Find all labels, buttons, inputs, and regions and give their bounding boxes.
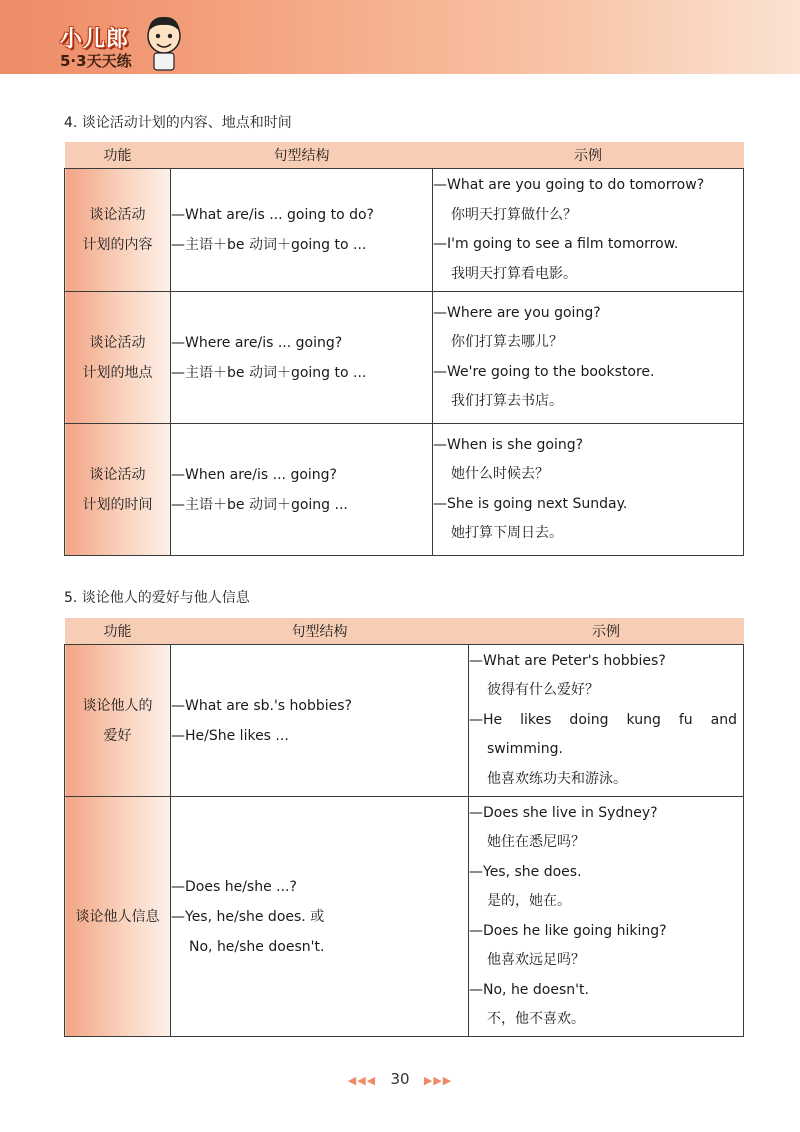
section-5-title: 5. 谈论他人的爱好与他人信息 — [64, 590, 250, 606]
example-cell: —Does she live in Sydney? 她住在悉尼吗？ —Yes, she does. 是的，她在。 —Does he like going hiking? 他喜欢远足吗？ —No, he doesn't. 不，他不喜欢。 — [469, 797, 744, 1037]
function-cell: 谈论活动 计划的地点 — [65, 292, 171, 424]
brand-logo: 小儿郎 — [60, 27, 130, 52]
header-example: 示例 — [469, 618, 744, 645]
table-row — [65, 424, 744, 556]
table-header-row — [65, 618, 744, 645]
example-cell: —What are Peter's hobbies? 彼得有什么爱好？ —He likes doing kung fu and swimming. 他喜欢练功夫和游泳。 — [469, 645, 744, 797]
pattern-cell: —Where are/is ... going? —主语＋be 动词＋going to ... — [171, 292, 433, 424]
header-pattern: 句型结构 — [171, 618, 469, 645]
function-cell: 谈论活动 计划的时间 — [65, 424, 171, 556]
mascot-icon — [142, 12, 186, 72]
brand-subtitle: 5·3天天练 — [60, 52, 132, 70]
table-header-row — [65, 142, 744, 169]
arrows-left-icon: ◀◀◀ — [347, 1074, 377, 1087]
section-5-table — [64, 618, 744, 1037]
table-row — [65, 645, 744, 797]
section-4-table — [64, 142, 744, 556]
function-cell: 谈论他人的 爱好 — [65, 645, 171, 797]
example-cell: —When is she going? 她什么时候去？ —She is going next Sunday. 她打算下周日去。 — [433, 424, 744, 556]
header-function: 功能 — [65, 618, 171, 645]
function-cell: 谈论他人信息 — [65, 797, 171, 1037]
table-row — [65, 797, 744, 1037]
page-number: 30 — [390, 1070, 410, 1088]
example-cell: —What are you going to do tomorrow? 你明天打算做什么？ —I'm going to see a film tomorrow. 我明天打算看电影。 — [433, 169, 744, 292]
header-function: 功能 — [65, 142, 171, 169]
pattern-cell: —When are/is ... going? —主语＋be 动词＋going ... — [171, 424, 433, 556]
function-cell: 谈论活动 计划的内容 — [65, 169, 171, 292]
pattern-cell: —What are/is ... going to do? —主语＋be 动词＋going to ... — [171, 169, 433, 292]
pattern-cell: —Does he/she ...? —Yes, he/she does. 或 No, he/she doesn't. — [171, 797, 469, 1037]
header-banner — [0, 0, 800, 74]
table-row — [65, 169, 744, 292]
arrows-right-icon: ▶▶▶ — [423, 1074, 453, 1087]
section-4-title: 4. 谈论活动计划的内容、地点和时间 — [64, 115, 292, 131]
header-pattern: 句型结构 — [171, 142, 433, 169]
page-footer — [0, 1070, 800, 1088]
header-example: 示例 — [433, 142, 744, 169]
table-row — [65, 292, 744, 424]
pattern-cell: —What are sb.'s hobbies? —He/She likes ... — [171, 645, 469, 797]
example-cell: —Where are you going? 你们打算去哪儿？ —We're going to the bookstore. 我们打算去书店。 — [433, 292, 744, 424]
